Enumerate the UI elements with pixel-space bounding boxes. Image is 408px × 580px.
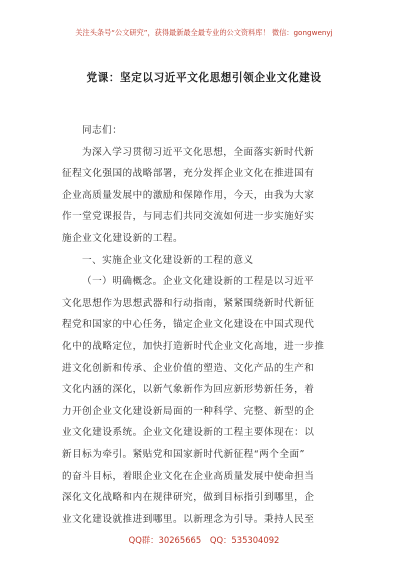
paragraph-line: 的奋斗目标，着眼企业文化在企业高质量发展中使命担当 (62, 470, 315, 482)
paragraph-line: 作一堂党课报告，与同志们共同交流如何进一步实施好实 (62, 211, 315, 223)
footer-contact (0, 534, 408, 546)
paragraph-line: 为深入学习贯彻习近平文化思想，全面落实新时代新 (82, 146, 315, 158)
paragraph-line: 业文化建设系统。企业文化建设新的工程主要体现在：以 (62, 427, 315, 439)
paragraph-line: 文化思想作为思想武器和行动指南，紧紧围绕新时代新征 (62, 297, 315, 309)
paragraph-line: 企业高质量发展中的激励和保障作用，今天，由我为大家 (62, 189, 315, 201)
footer-qq: QQ：535304092 (209, 535, 280, 545)
paragraph-line: 征程文化强国的战略部署，充分发挥企业文化在推进国有 (62, 168, 315, 180)
document-title: 党课：坚定以习近平文化思想引领企业文化建设 (86, 72, 322, 84)
footer-qq-group: QQ群：30265665 (128, 535, 202, 545)
paragraph-line: 新目标为牵引。紧贴党和国家新时代新征程“两个全面” (62, 448, 305, 460)
greeting: 同志们： (82, 125, 123, 136)
paragraph-line: 施企业文化建设新的工程。 (62, 232, 184, 244)
paragraph-line: 深化文化战略和内在规律研究，做到目标指引到哪里，企 (62, 492, 315, 504)
header-banner: 关注头条号“公文研究”，获得最新最全最专业的公文资料库！ 微信：gongwenyj (75, 28, 333, 37)
paragraph-line: 力开创企业文化建设新局面的一种科学、完整、新型的企 (62, 405, 315, 417)
paragraph-line: 进文化创新和传承、企业价值的塑造、文化产品的生产和 (62, 362, 315, 374)
paragraph-line: 业文化建设就推进到哪里。以新理念为引导。秉持人民至 (62, 513, 315, 525)
paragraph-line: 文化内涵的深化，以新气象新作为回应新形势新任务，着 (62, 384, 315, 396)
section-heading: 一、实施企业文化建设新的工程的意义 (82, 254, 254, 266)
paragraph-line: 化中的战略定位，加快打造新时代企业文化高地，进一步推 (62, 340, 325, 352)
paragraph-line: 程党和国家的中心任务，锚定企业文化建设在中国式现代 (62, 319, 315, 331)
paragraph-line: （一）明确概念。企业文化建设新的工程是以习近平 (82, 276, 315, 288)
document-body (62, 120, 352, 530)
